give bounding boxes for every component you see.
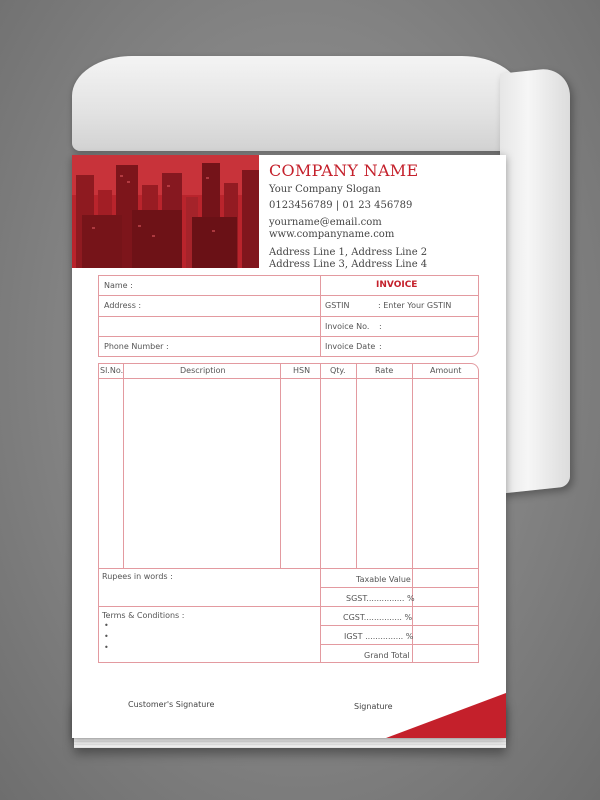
col-description: Description (180, 366, 226, 375)
name-label: Name : (104, 281, 133, 290)
rupees-in-words-label: Rupees in words : (102, 572, 173, 581)
company-header (269, 161, 499, 271)
curled-page-edge (500, 66, 570, 493)
invoice-no-value: : (379, 322, 382, 331)
invoice-date-value: : (379, 342, 382, 351)
terms-bullet-2: • (104, 632, 109, 641)
col-amount: Amount (430, 366, 462, 375)
taxable-value-label: Taxable Value (356, 575, 411, 584)
company-name: COMPANY NAME (269, 161, 419, 180)
customer-signature-label: Customer's Signature (128, 700, 215, 709)
company-phone: 0123456789 | 01 23 456789 (269, 200, 413, 211)
address-line-1: Address Line 1, Address Line 2 (269, 247, 428, 258)
terms-bullet-1: • (104, 621, 109, 630)
address-line-2: Address Line 3, Address Line 4 (269, 259, 428, 270)
corner-accent (386, 693, 506, 738)
cgst-label: CGST............... % (343, 613, 413, 622)
company-email: yourname@email.com (269, 217, 382, 228)
grand-total-label: Grand Total (364, 651, 410, 660)
city-skyline-image (72, 155, 259, 268)
invoice-no-label: Invoice No. (325, 322, 370, 331)
company-slogan: Your Company Slogan (269, 184, 381, 195)
terms-bullet-3: • (104, 643, 109, 652)
gstin-label: GSTIN (325, 301, 350, 310)
invoice-date-label: Invoice Date (325, 342, 376, 351)
col-slno: Sl.No. (100, 366, 124, 375)
address-label: Address : (104, 301, 142, 310)
col-rate: Rate (375, 366, 394, 375)
phone-label: Phone Number : (104, 342, 169, 351)
terms-label: Terms & Conditions : (102, 611, 185, 620)
curled-pages (72, 56, 522, 151)
signature-label: Signature (354, 702, 393, 711)
col-hsn: HSN (293, 366, 311, 375)
company-website: www.companyname.com (269, 229, 395, 240)
sgst-label: SGST............... % (346, 594, 415, 603)
igst-label: IGST ............... % (344, 632, 414, 641)
invoice-sheet (72, 155, 506, 738)
col-qty: Qty. (330, 366, 346, 375)
gstin-value: : Enter Your GSTIN (378, 301, 452, 310)
city-photo (72, 155, 259, 268)
invoice-title: INVOICE (376, 280, 418, 290)
